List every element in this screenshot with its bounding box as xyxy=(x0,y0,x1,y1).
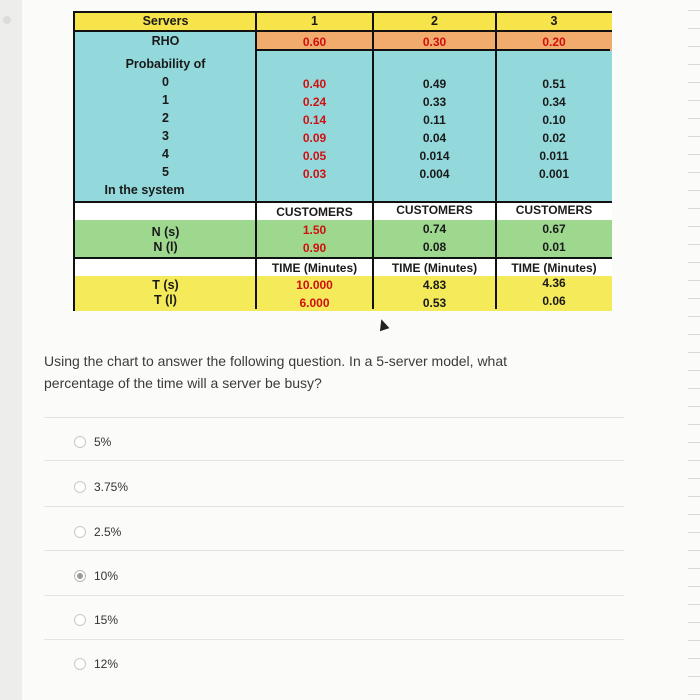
answer-option-label: 3.75% xyxy=(94,480,129,494)
probability-n-1: 1 xyxy=(162,93,169,107)
t-column-1 xyxy=(256,276,373,311)
n-column-3 xyxy=(496,220,612,257)
answer-option-label: 15% xyxy=(94,613,119,627)
t-3-s: 4.36 xyxy=(542,276,566,290)
time-header-3-cell xyxy=(496,259,612,276)
queue-chart-table xyxy=(73,11,612,311)
customers-header-2: CUSTOMERS xyxy=(396,203,473,217)
answer-option-6[interactable] xyxy=(74,657,118,671)
prob-3-5: 0.001 xyxy=(538,167,570,181)
rho-value-3: 0.20 xyxy=(542,35,566,49)
answer-option-1[interactable] xyxy=(74,435,111,449)
customers-header-3-cell xyxy=(496,203,612,220)
customers-header-2-cell xyxy=(373,203,496,220)
option-separator xyxy=(44,506,624,507)
servers-cell-2 xyxy=(373,13,496,30)
answer-option-label: 10% xyxy=(94,569,119,583)
probability-n-5: 5 xyxy=(162,165,169,179)
prob-1-5: 0.03 xyxy=(302,167,327,181)
rho-label-cell xyxy=(75,32,256,51)
prob-3-0: 0.51 xyxy=(542,77,566,91)
prob-3-3: 0.02 xyxy=(542,131,566,145)
n-1-s: 1.50 xyxy=(302,223,327,237)
rho-value-1: 0.60 xyxy=(302,35,327,49)
n-3-s: 0.67 xyxy=(542,222,566,236)
customers-header-1-cell xyxy=(256,203,373,220)
grid-hline-probability xyxy=(75,201,610,203)
t-2-l: 0.53 xyxy=(422,296,447,310)
prob-1-1: 0.24 xyxy=(302,95,327,109)
t-1-s: 10.000 xyxy=(296,278,333,292)
servers-value-3: 3 xyxy=(550,14,558,28)
servers-cell-1 xyxy=(256,13,373,30)
prob-1-4: 0.05 xyxy=(302,149,327,163)
answer-option-2[interactable] xyxy=(74,480,128,494)
t-1-l: 6.000 xyxy=(299,296,330,310)
n-1-l: 0.90 xyxy=(302,241,327,255)
n-label-s: N (s) xyxy=(151,225,180,239)
probability-n-0: 0 xyxy=(162,75,169,89)
probability-n-4: 4 xyxy=(162,147,169,161)
prob-3-1: 0.34 xyxy=(542,95,566,109)
probability-footer: In the system xyxy=(104,183,185,197)
n-label-l: N (l) xyxy=(153,240,178,254)
n-3-l: 0.01 xyxy=(542,240,566,254)
time-header-3: TIME (Minutes) xyxy=(511,261,597,275)
servers-value-1: 1 xyxy=(311,14,318,28)
prob-2-2: 0.11 xyxy=(423,113,446,127)
option-separator xyxy=(44,550,624,551)
answer-option-5[interactable] xyxy=(74,613,118,627)
option-separator xyxy=(44,460,624,461)
prob-1-2: 0.14 xyxy=(302,113,327,127)
t-column-3 xyxy=(496,276,612,311)
question-separator xyxy=(44,417,624,418)
customers-header-3: CUSTOMERS xyxy=(515,203,593,217)
radio-button-selected-icon[interactable] xyxy=(74,570,86,582)
probability-label-cell xyxy=(75,51,256,201)
rho-value-2: 0.30 xyxy=(422,35,447,49)
grid-hline-rho xyxy=(255,49,610,51)
answer-option-4[interactable] xyxy=(74,569,118,583)
t-label-cell xyxy=(75,276,256,311)
option-separator xyxy=(44,639,624,640)
t-3-l: 0.06 xyxy=(542,294,566,308)
servers-label-cell xyxy=(75,13,256,30)
probability-n-2: 2 xyxy=(162,111,169,125)
n-2-l: 0.08 xyxy=(422,240,447,254)
servers-cell-3 xyxy=(496,13,612,30)
time-header-2: TIME (Minutes) xyxy=(391,261,478,275)
prob-1-0: 0.40 xyxy=(302,77,327,91)
probability-column-1 xyxy=(256,51,373,201)
grid-vline-2 xyxy=(372,13,374,309)
prob-2-0: 0.49 xyxy=(422,77,447,91)
radio-button-icon[interactable] xyxy=(74,436,86,448)
time-header-2-cell xyxy=(373,259,496,276)
n-label-cell xyxy=(75,220,256,257)
probability-column-3 xyxy=(496,51,612,201)
page-edge-mark xyxy=(3,16,11,24)
probability-column-2 xyxy=(373,51,496,201)
radio-button-icon[interactable] xyxy=(74,658,86,670)
answer-option-label: 12% xyxy=(94,657,119,671)
grid-hline-servers xyxy=(75,30,610,32)
prob-2-4: 0.014 xyxy=(419,149,450,163)
prob-2-3: 0.04 xyxy=(422,131,447,145)
customers-header-1: CUSTOMERS xyxy=(276,205,353,219)
grid-hline-customers xyxy=(75,257,610,259)
answer-option-label: 5% xyxy=(94,435,112,449)
question-text: Using the chart to answer the following question. In a 5-server model, what percentage of the time will a server be busy? xyxy=(44,353,508,391)
mouse-cursor-icon xyxy=(377,318,390,332)
t-2-s: 4.83 xyxy=(422,278,447,292)
t-label-s: T (s) xyxy=(152,278,179,292)
grid-vline-3 xyxy=(495,13,497,309)
radio-button-icon[interactable] xyxy=(74,614,86,626)
grid-vline-1 xyxy=(255,13,257,309)
t-column-2 xyxy=(373,276,496,311)
quiz-page xyxy=(22,0,700,700)
customers-label-blank xyxy=(75,203,256,220)
n-column-2 xyxy=(373,220,496,257)
rho-label: RHO xyxy=(151,34,180,48)
n-2-s: 0.74 xyxy=(422,222,447,236)
prob-3-4: 0.011 xyxy=(539,149,569,163)
radio-button-icon[interactable] xyxy=(74,526,86,538)
t-label-l: T (l) xyxy=(154,293,177,307)
time-label-blank xyxy=(75,259,256,276)
n-column-1 xyxy=(256,220,373,257)
probability-label: Probability of xyxy=(125,57,206,71)
answer-option-label: 2.5% xyxy=(94,525,122,539)
time-header-1: TIME (Minutes) xyxy=(271,261,358,275)
time-header-1-cell xyxy=(256,259,373,276)
prob-1-3: 0.09 xyxy=(302,131,327,145)
prob-3-2: 0.10 xyxy=(542,113,566,127)
servers-label: Servers xyxy=(142,14,189,28)
ruler-ticks xyxy=(688,10,700,700)
probability-n-3: 3 xyxy=(162,129,169,143)
option-separator xyxy=(44,595,624,596)
radio-button-icon[interactable] xyxy=(74,481,86,493)
servers-value-2: 2 xyxy=(431,14,438,28)
prob-2-5: 0.004 xyxy=(419,167,450,181)
prob-2-1: 0.33 xyxy=(422,95,447,109)
answer-option-3[interactable] xyxy=(74,525,121,539)
